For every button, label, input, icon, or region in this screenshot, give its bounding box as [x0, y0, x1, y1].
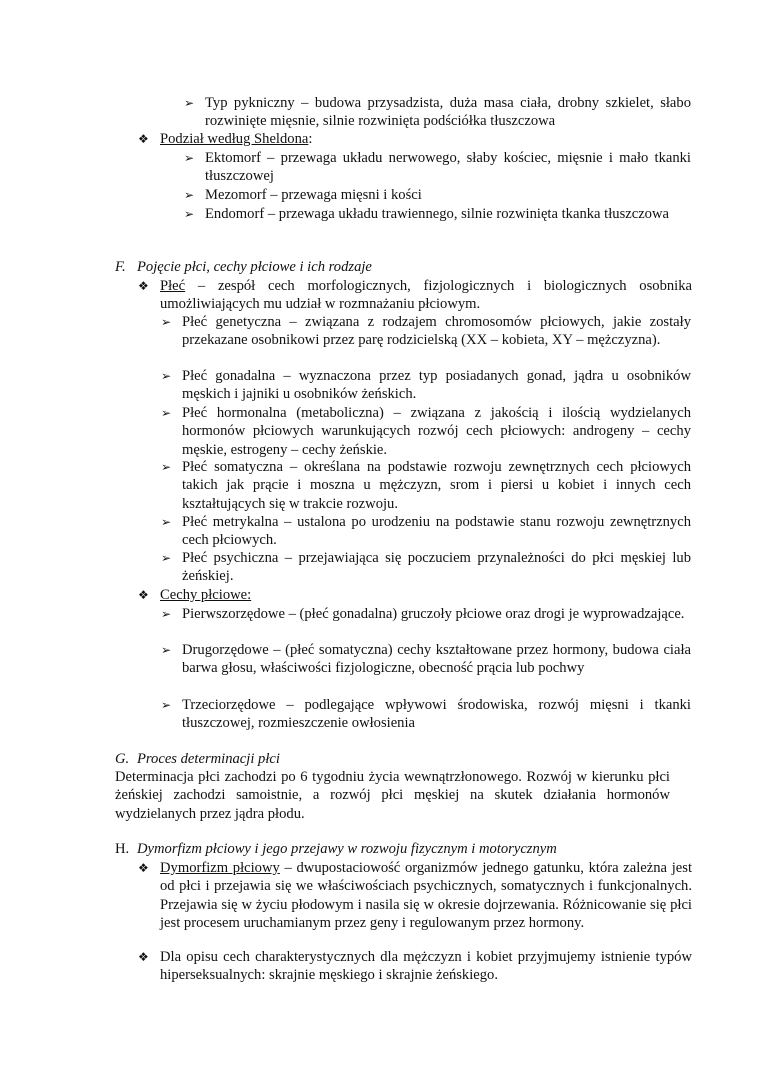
item-text: Endomorf – przewaga układu trawiennego, silnie rozwinięta tkanka tłuszczowa — [205, 206, 669, 222]
diamond-bullet-icon: ❖ — [138, 861, 149, 875]
plec-label: Płeć — [160, 278, 186, 294]
list-item-cechy — [138, 586, 692, 604]
arrow-bullet-icon: ➢ — [161, 460, 172, 474]
item-text: Pierwszorzędowe – (płeć gonadalna) gruczoły płciowe oraz drogi je wyprowadzające. — [182, 606, 685, 622]
item-text: Płeć hormonalna (metaboliczna) – związana z jakością i ilością wydzielanych hormonów płciowych warunkujących rozwój cech płciowych: androgeny – cechy męskie, estrogeny – cechy żeńskie. — [182, 405, 691, 458]
opis-text: Dla opisu cech charakterystycznych dla mężczyzn i kobiet przyjmujemy istnienie typów hiperseksualnych: skrajnie męskiego i skrajnie żeńskiego. — [160, 949, 692, 984]
arrow-bullet-icon: ➢ — [184, 151, 195, 165]
arrow-bullet-icon: ➢ — [184, 96, 195, 110]
list-item-typ-pykniczny — [184, 94, 691, 131]
item-text: Trzeciorzędowe – podlegające wpływowi środowiska, rozwój mięsni i tkanki tłuszczowej, rozmieszczenie owłosienia — [182, 697, 691, 732]
arrow-bullet-icon: ➢ — [161, 369, 172, 383]
section-f-heading — [115, 258, 372, 276]
list-item-sheldon — [138, 130, 692, 148]
list-item-opis — [138, 948, 692, 985]
arrow-bullet-icon: ➢ — [184, 188, 195, 202]
arrow-bullet-icon: ➢ — [161, 643, 172, 657]
list-item-dymorfizm — [138, 859, 692, 933]
item-text: Płeć psychiczna – przejawiająca się poczuciem przynależności do płci męskiej lub żeńskiej. — [182, 550, 691, 585]
item-text: Płeć gonadalna – wyznaczona przez typ posiadanych gonad, jądra u osobników męskich i jajniki u osobników żeńskich. — [182, 368, 691, 403]
list-item-pierwszorzedowe — [161, 605, 691, 623]
arrow-bullet-icon: ➢ — [161, 515, 172, 529]
list-item-plec-somatyczna — [161, 458, 691, 513]
section-h-heading — [115, 840, 557, 858]
list-item-trzeciorzedowe — [161, 696, 691, 733]
section-letter: G. — [115, 751, 130, 767]
list-item-plec-psychiczna — [161, 549, 691, 586]
arrow-bullet-icon: ➢ — [161, 607, 172, 621]
list-item-plec-metrykalna — [161, 513, 691, 550]
list-item-drugorzedowe — [161, 641, 691, 678]
section-title: Proces determinacji płci — [137, 751, 280, 767]
arrow-bullet-icon: ➢ — [161, 406, 172, 420]
sheldon-colon: : — [308, 131, 313, 147]
dymorfizm-text: – dwupostaciowość organizmów jednego gatunku, która zależna jest od płci i przejawia się we właściwościach psychicznych, somatycznych i funkcjonalnych. Przejawia się w życiu płodowym i nasila się w okresie dojrzewania. Różnicowanie się płci jest procesem uruchamianym przez geny i regulowanym przez hormony. — [160, 860, 692, 932]
section-letter: F. — [115, 259, 126, 275]
section-title: Dymorfizm płciowy i jego przejawy w rozwoju fizycznym i motorycznym — [137, 841, 557, 857]
item-text: Płeć genetyczna – związana z rodzajem chromosomów płciowych, jakie zostały przekazane osobnikowi przez parę rodzicielską (XX – kobieta, XY – mężczyzna). — [182, 314, 691, 349]
plec-text: – zespół cech morfologicznych, fizjologicznych i biologicznych osobnika umożliwiających mu udział w rozmnażaniu płciowym. — [160, 278, 692, 313]
sheldon-label: Podział według Sheldona — [160, 131, 309, 147]
arrow-bullet-icon: ➢ — [184, 207, 195, 221]
item-text: Płeć somatyczna – określana na podstawie rozwoju zewnętrznych cech płciowych takich jak prącie i moszna u mężczyzn, srom i piersi u kobiet i innych cech kształtujących się w trakcie rozwoju. — [182, 459, 691, 512]
item-text: Mezomorf – przewaga mięsni i kości — [205, 187, 422, 203]
list-item-mezomorf — [184, 186, 691, 204]
list-item-plec-gonadalna — [161, 367, 691, 404]
item-text: Ektomorf – przewaga układu nerwowego, słaby kościec, mięsnie i mało tkanki tłuszczowej — [205, 150, 691, 185]
diamond-bullet-icon: ❖ — [138, 132, 149, 146]
section-g-heading — [115, 750, 280, 768]
cechy-label: Cechy płciowe: — [160, 587, 252, 603]
section-g-paragraph — [115, 768, 670, 823]
arrow-bullet-icon: ➢ — [161, 315, 172, 329]
list-item-plec — [138, 277, 692, 314]
arrow-bullet-icon: ➢ — [161, 698, 172, 712]
diamond-bullet-icon: ❖ — [138, 588, 149, 602]
list-item-plec-genetyczna — [161, 313, 691, 350]
section-letter: H. — [115, 841, 130, 857]
item-text: Drugorzędowe – (płeć somatyczna) cechy kształtowane przez hormony, budowa ciała barwa głosu, właściwości fizjologiczne, obecność prącia lub pochwy — [182, 642, 691, 677]
section-title: Pojęcie płci, cechy płciowe i ich rodzaje — [137, 259, 372, 275]
arrow-bullet-icon: ➢ — [161, 551, 172, 565]
list-item-ektomorf — [184, 149, 691, 186]
dymorfizm-label: Dymorfizm płciowy — [160, 860, 280, 876]
list-item-endomorf — [184, 205, 691, 223]
paragraph-text: Determinacja płci zachodzi po 6 tygodniu życia wewnątrzłonowego. Rozwój w kierunku płci żeńskiej zachodzi samoistnie, a rozwój płci męskiej na skutek działania hormonów wydzielanych przez jądra płodu. — [115, 769, 670, 822]
item-text: Płeć metrykalna – ustalona po urodzeniu na podstawie stanu rozwoju zewnętrznych cech płciowych. — [182, 514, 691, 549]
item-text: Typ pykniczny – budowa przysadzista, duża masa ciała, drobny szkielet, słabo rozwinięte mięsnie, silnie rozwinięta podściółka tłuszczowa — [205, 95, 691, 130]
list-item-plec-hormonalna — [161, 404, 691, 459]
diamond-bullet-icon: ❖ — [138, 279, 149, 293]
diamond-bullet-icon: ❖ — [138, 950, 149, 964]
